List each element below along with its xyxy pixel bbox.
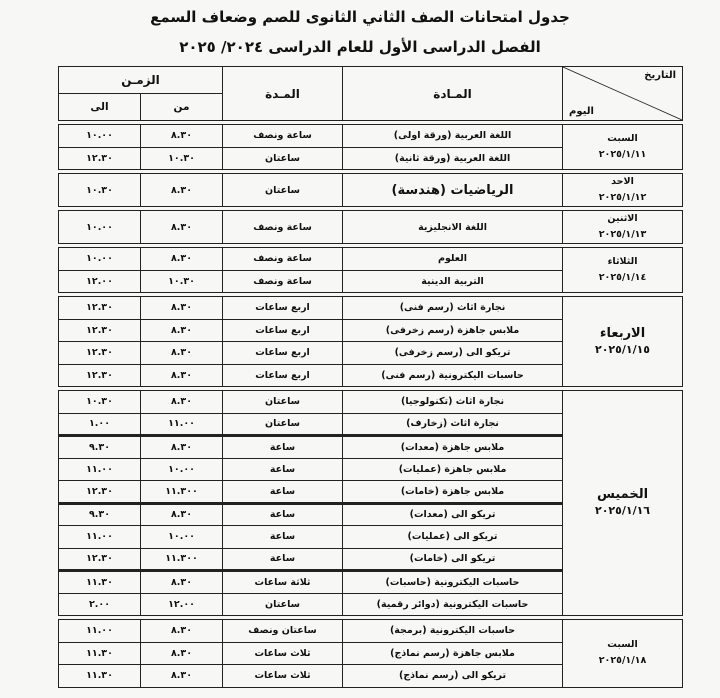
from-time-cell: ٨.٣٠ bbox=[141, 174, 223, 207]
to-time-cell: ١٠.٣٠ bbox=[59, 174, 141, 207]
day-name: الاربعاء bbox=[599, 325, 646, 341]
from-time-cell: ١٢.٠٠ bbox=[141, 593, 223, 616]
subject-cell: ملابس جاهزة (رسم نماذج) bbox=[343, 642, 563, 665]
duration-cell: اربع ساعات bbox=[223, 342, 343, 365]
to-time-cell: ١.٠٠ bbox=[59, 413, 141, 436]
to-time-cell: ١٢.٣٠ bbox=[59, 342, 141, 365]
to-time-cell: ١١.٠٠ bbox=[59, 526, 141, 549]
subject-cell: نجارة اثاث (زخارف) bbox=[343, 413, 563, 436]
to-time-cell: ١٢.٣٠ bbox=[59, 147, 141, 170]
table-row bbox=[59, 125, 683, 148]
to-time-cell: ١١.٠٠ bbox=[59, 620, 141, 643]
to-time-cell: ١٢.٣٠ bbox=[59, 548, 141, 571]
day-header-label: اليوم bbox=[569, 106, 594, 117]
day-name: الاحد bbox=[611, 176, 634, 187]
day-date-cell bbox=[563, 297, 683, 387]
from-header: من bbox=[141, 94, 223, 121]
from-time-cell: ٨.٣٠ bbox=[141, 342, 223, 365]
subject-cell: حاسبات اليكترونية (دوائر رقمية) bbox=[343, 593, 563, 616]
from-time-cell: ٨.٣٠ bbox=[141, 642, 223, 665]
duration-cell: ثلاثة ساعات bbox=[223, 571, 343, 594]
schedule-subtitle: الفصل الدراسى الأول للعام الدراسى ٢٠٢٤/ ٢٠٢٥ bbox=[179, 38, 541, 56]
subject-cell: ملابس جاهزة (عمليات) bbox=[343, 458, 563, 481]
from-time-cell: ١٠.٠٠ bbox=[141, 458, 223, 481]
duration-cell: ساعة bbox=[223, 481, 343, 504]
time-header: الزمـن bbox=[59, 67, 223, 94]
subject-cell: الرياضيات (هندسة) bbox=[343, 174, 563, 207]
from-time-cell: ٨.٣٠ bbox=[141, 211, 223, 244]
subject-cell: ملابس جاهزة (معدات) bbox=[343, 436, 563, 459]
from-time-cell: ٨.٣٠ bbox=[141, 319, 223, 342]
subject-cell: حاسبات اليكترونية (برمجة) bbox=[343, 620, 563, 643]
duration-cell: ساعة bbox=[223, 503, 343, 526]
to-time-cell: ١١.٣٠ bbox=[59, 571, 141, 594]
duration-cell: ساعتان bbox=[223, 593, 343, 616]
day-name: الخميس bbox=[596, 487, 649, 502]
to-time-cell: ١٢.٣٠ bbox=[59, 319, 141, 342]
from-time-cell: ٨.٣٠ bbox=[141, 620, 223, 643]
from-time-cell: ٨.٣٠ bbox=[141, 125, 223, 148]
to-time-cell: ٩.٣٠ bbox=[59, 503, 141, 526]
from-time-cell: ١١.٣٠٠ bbox=[141, 548, 223, 571]
day-name: السبت bbox=[607, 639, 638, 651]
from-time-cell: ٨.٣٠ bbox=[141, 248, 223, 271]
from-time-cell: ٨.٣٠ bbox=[141, 436, 223, 459]
subject-cell: تريكو الى (معدات) bbox=[343, 503, 563, 526]
table-row bbox=[59, 391, 683, 414]
table-row bbox=[59, 297, 683, 320]
subject-cell: العلوم bbox=[343, 248, 563, 271]
schedule-title: جدول امتحانات الصف الثاني الثانوى للصم وضعاف السمع bbox=[150, 8, 570, 26]
duration-cell: ساعتان bbox=[223, 391, 343, 414]
to-time-cell: ١١.٣٠ bbox=[59, 642, 141, 665]
exam-date: ٢٠٢٥/١/١٣ bbox=[598, 229, 647, 240]
duration-cell: اربع ساعات bbox=[223, 297, 343, 320]
duration-cell: ثلاث ساعات bbox=[223, 665, 343, 688]
subject-cell: تريكو الى (خامات) bbox=[343, 548, 563, 571]
exam-date: ٢٠٢٥/١/١٤ bbox=[598, 272, 647, 283]
from-time-cell: ٨.٣٠ bbox=[141, 503, 223, 526]
to-time-cell: ١٠.٠٠ bbox=[59, 211, 141, 244]
to-time-cell: ١٠.٠٠ bbox=[59, 125, 141, 148]
day-name: السبت bbox=[607, 133, 638, 144]
subject-cell: ملابس جاهزة (خامات) bbox=[343, 481, 563, 504]
from-time-cell: ١٠.٣٠ bbox=[141, 147, 223, 170]
table-row bbox=[59, 211, 683, 244]
day-date-cell bbox=[563, 248, 683, 293]
to-time-cell: ١٢.٣٠ bbox=[59, 364, 141, 387]
subject-cell: التربية الدينية bbox=[343, 270, 563, 293]
to-time-cell: ١٠.٠٠ bbox=[59, 248, 141, 271]
to-time-cell: ٢.٠٠ bbox=[59, 593, 141, 616]
subject-cell: نجارة اثاث (رسم فنى) bbox=[343, 297, 563, 320]
subject-cell: اللغة العربية (ورقة اولى) bbox=[343, 125, 563, 148]
schedule-table bbox=[58, 66, 683, 688]
from-time-cell: ٨.٣٠ bbox=[141, 364, 223, 387]
subject-cell: تريكو الى (عمليات) bbox=[343, 526, 563, 549]
day-date-cell bbox=[563, 391, 683, 616]
subject-cell: حاسبات اليكترونية (رسم فنى) bbox=[343, 364, 563, 387]
to-time-cell: ٩.٣٠ bbox=[59, 436, 141, 459]
subject-cell: ملابس جاهزة (رسم زخرفى) bbox=[343, 319, 563, 342]
date-header-label: التاريخ bbox=[644, 70, 677, 81]
duration-cell: اربع ساعات bbox=[223, 319, 343, 342]
to-time-cell: ١٢.٣٠ bbox=[59, 481, 141, 504]
from-time-cell: ٨.٣٠ bbox=[141, 391, 223, 414]
subject-cell: نجارة اثاث (تكنولوجيا) bbox=[343, 391, 563, 414]
duration-cell: ساعة ونصف bbox=[223, 270, 343, 293]
duration-cell: ساعة ونصف bbox=[223, 211, 343, 244]
to-time-cell: ١٠.٣٠ bbox=[59, 391, 141, 414]
subject-cell: اللغة العربية (ورقة ثانية) bbox=[343, 147, 563, 170]
day-date-cell bbox=[563, 620, 683, 688]
day-date-cell bbox=[563, 174, 683, 207]
day-name: الاثنين bbox=[607, 213, 638, 224]
duration-header: المـدة bbox=[223, 67, 343, 121]
from-time-cell: ١٠.٣٠ bbox=[141, 270, 223, 293]
exam-date: ٢٠٢٥/١/١١ bbox=[598, 149, 647, 160]
table-row bbox=[59, 174, 683, 207]
day-name: الثلاثاء bbox=[607, 256, 638, 267]
exam-date: ٢٠٢٥/١/١٨ bbox=[598, 655, 647, 667]
duration-cell: ثلاث ساعات bbox=[223, 642, 343, 665]
duration-cell: ساعة ونصف bbox=[223, 248, 343, 271]
to-time-cell: ١٢.٠٠ bbox=[59, 270, 141, 293]
subject-cell: تريكو الى (رسم زخرفى) bbox=[343, 342, 563, 365]
duration-cell: ساعة ونصف bbox=[223, 125, 343, 148]
day-date-cell bbox=[563, 125, 683, 170]
duration-cell: اربع ساعات bbox=[223, 364, 343, 387]
duration-cell: ساعتان ونصف bbox=[223, 620, 343, 643]
from-time-cell: ٨.٣٠ bbox=[141, 571, 223, 594]
duration-cell: ساعتان bbox=[223, 413, 343, 436]
duration-cell: ساعتان bbox=[223, 174, 343, 207]
subject-cell: حاسبات اليكترونية (حاسبات) bbox=[343, 571, 563, 594]
from-time-cell: ١١.٠٠ bbox=[141, 413, 223, 436]
to-time-cell: ١١.٠٠ bbox=[59, 458, 141, 481]
subject-cell: اللغة الانجليزية bbox=[343, 211, 563, 244]
duration-cell: ساعتان bbox=[223, 147, 343, 170]
from-time-cell: ١١.٣٠٠ bbox=[141, 481, 223, 504]
to-time-cell: ١١.٣٠ bbox=[59, 665, 141, 688]
table-row bbox=[59, 248, 683, 271]
to-header: الى bbox=[59, 94, 141, 121]
exam-date: ٢٠٢٥/١/١٥ bbox=[594, 342, 651, 356]
exam-date: ٢٠٢٥/١/١٦ bbox=[594, 504, 651, 517]
subject-header: المـادة bbox=[343, 67, 563, 121]
exam-date: ٢٠٢٥/١/١٢ bbox=[598, 192, 647, 203]
to-time-cell: ١٢.٣٠ bbox=[59, 297, 141, 320]
date-day-header bbox=[563, 67, 683, 121]
from-time-cell: ٨.٣٠ bbox=[141, 297, 223, 320]
from-time-cell: ٨.٣٠ bbox=[141, 665, 223, 688]
duration-cell: ساعة bbox=[223, 458, 343, 481]
day-date-cell bbox=[563, 211, 683, 244]
from-time-cell: ١٠.٠٠ bbox=[141, 526, 223, 549]
subject-cell: تريكو الى (رسم نماذج) bbox=[343, 665, 563, 688]
duration-cell: ساعة bbox=[223, 436, 343, 459]
table-row bbox=[59, 620, 683, 643]
duration-cell: ساعة bbox=[223, 548, 343, 571]
duration-cell: ساعة bbox=[223, 526, 343, 549]
